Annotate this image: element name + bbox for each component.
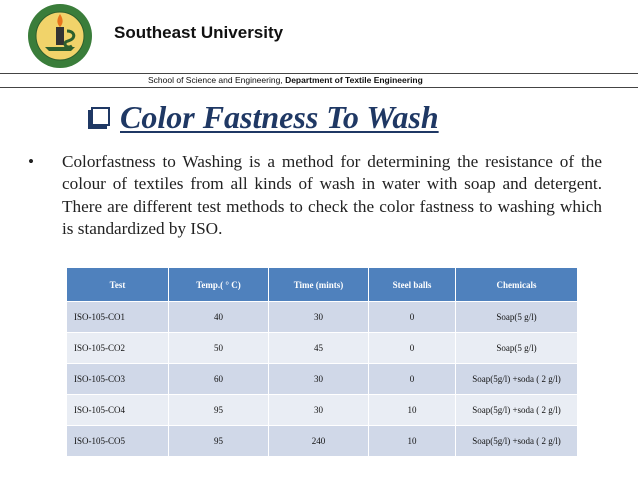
cell-time: 30 — [269, 364, 369, 395]
department-line — [148, 73, 423, 87]
wash-test-table — [66, 267, 578, 457]
cell-time: 30 — [269, 395, 369, 426]
table-row — [67, 395, 578, 426]
slide-title — [91, 97, 439, 137]
department-name: Department of Textile Engineering — [285, 75, 423, 85]
header-rule-bottom — [0, 87, 638, 88]
paragraph-text: Colorfastness to Washing is a method for determining the resistance of the colour of textiles from all kinds of wash in water with soap and detergent. There are different test methods to check the color fastness to washing which is standardized by ISO. — [62, 152, 602, 239]
body-paragraph — [28, 151, 602, 241]
table-row — [67, 333, 578, 364]
header-temp: Temp.( ° C) — [169, 268, 269, 302]
cell-temp: 40 — [169, 302, 269, 333]
cell-time: 30 — [269, 302, 369, 333]
school-name: School of Science and Engineering — [148, 75, 281, 85]
cell-chemicals: Soap(5 g/l) — [456, 302, 578, 333]
bullet-icon: • — [28, 152, 35, 171]
university-name: Southeast University — [114, 23, 284, 42]
cell-chemicals: Soap(5g/l) +soda ( 2 g/l) — [456, 364, 578, 395]
header-steel-balls: Steel balls — [369, 268, 456, 302]
cell-chemicals: Soap(5g/l) +soda ( 2 g/l) — [456, 395, 578, 426]
table-header-row — [67, 268, 578, 302]
cell-time: 240 — [269, 426, 369, 457]
table-row — [67, 364, 578, 395]
cell-test: ISO-105-CO2 — [67, 333, 169, 364]
cell-steel-balls: 10 — [369, 426, 456, 457]
cell-time: 45 — [269, 333, 369, 364]
table-row — [67, 302, 578, 333]
separator: , — [280, 75, 286, 85]
cell-steel-balls: 0 — [369, 302, 456, 333]
header-chemicals: Chemicals — [456, 268, 578, 302]
table-row — [67, 426, 578, 457]
cell-test: ISO-105-CO3 — [67, 364, 169, 395]
header-test: Test — [67, 268, 169, 302]
cell-temp: 60 — [169, 364, 269, 395]
cell-temp: 50 — [169, 333, 269, 364]
cell-test: ISO-105-CO1 — [67, 302, 169, 333]
cell-chemicals: Soap(5 g/l) — [456, 333, 578, 364]
cell-steel-balls: 10 — [369, 395, 456, 426]
cell-steel-balls: 0 — [369, 333, 456, 364]
cell-test: ISO-105-CO5 — [67, 426, 169, 457]
header-time: Time (mints) — [269, 268, 369, 302]
slide-title-text: Color Fastness To Wash — [120, 99, 439, 135]
checkbox-bullet-icon — [91, 107, 110, 126]
cell-temp: 95 — [169, 395, 269, 426]
university-logo — [27, 3, 93, 69]
cell-temp: 95 — [169, 426, 269, 457]
cell-steel-balls: 0 — [369, 364, 456, 395]
cell-chemicals: Soap(5g/l) +soda ( 2 g/l) — [456, 426, 578, 457]
cell-test: ISO-105-CO4 — [67, 395, 169, 426]
